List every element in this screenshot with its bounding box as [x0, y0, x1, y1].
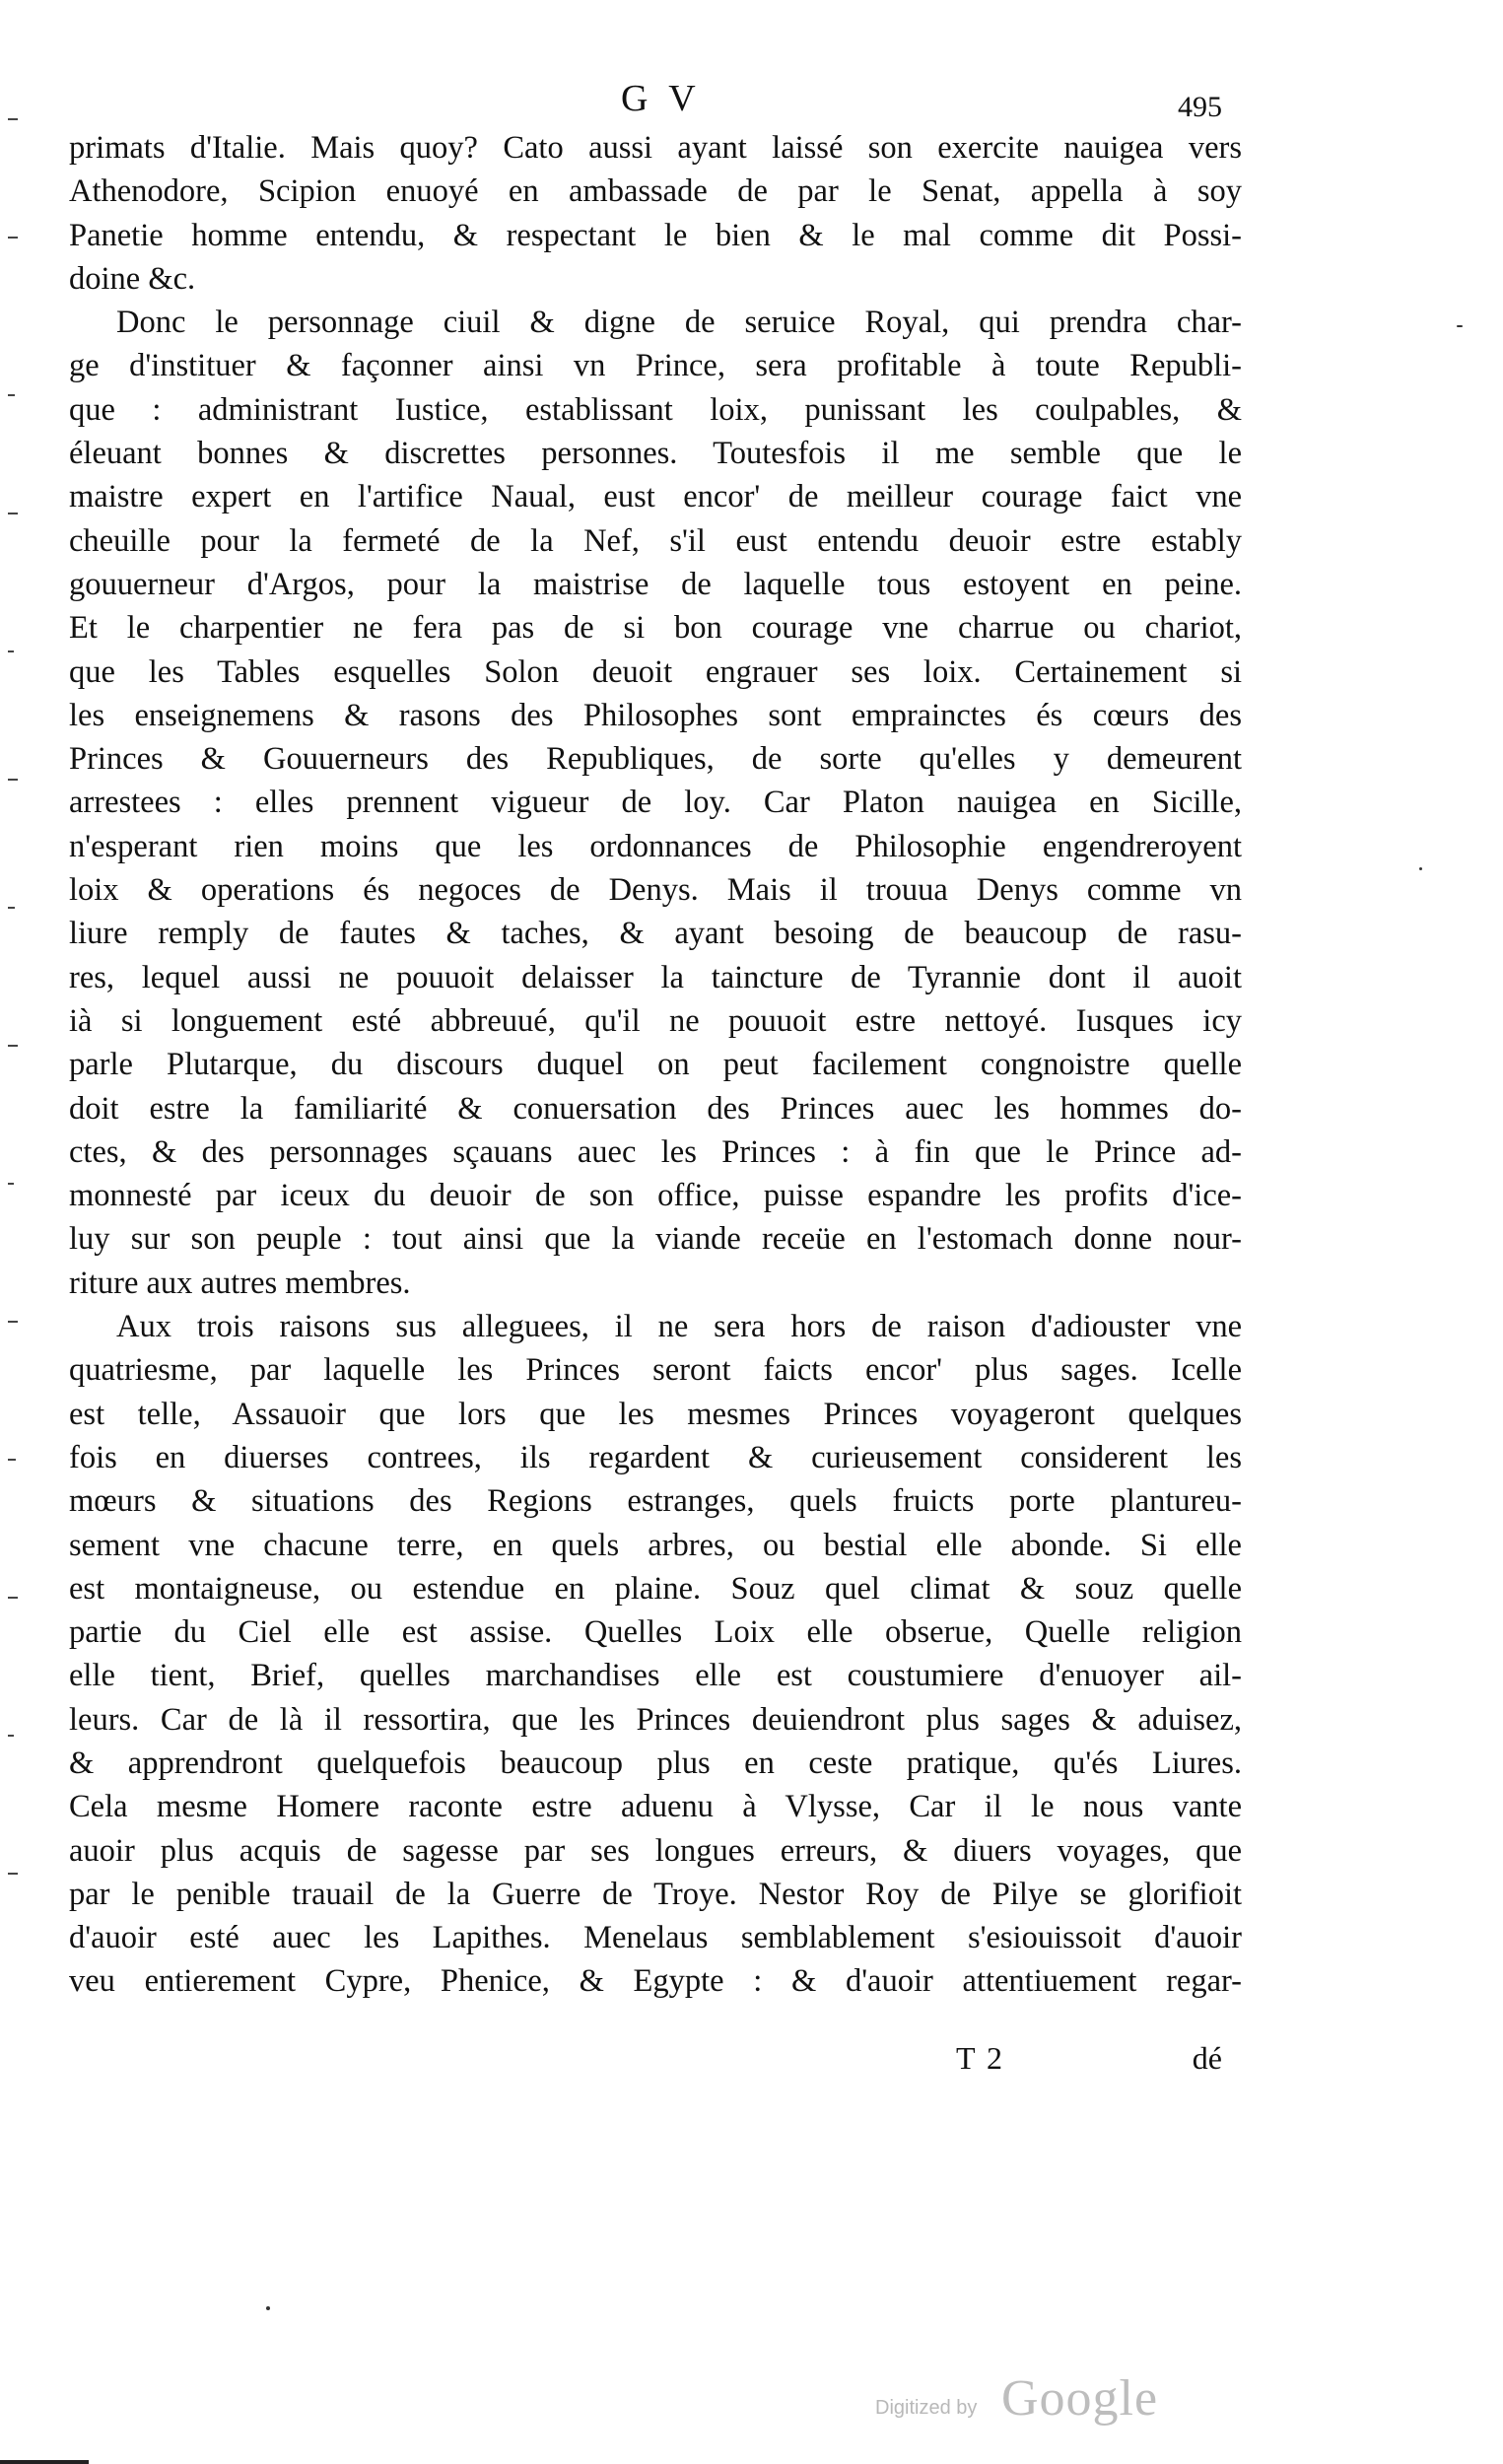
- page-header: [69, 67, 1222, 126]
- text-line: sement vne chacune terre, en quels arbres, ou bestial elle abonde. Si elle: [69, 1527, 1242, 1563]
- text-line: arrestees : elles prennent vigueur de loy. Car Platon nauigea en Sicille,: [69, 785, 1242, 821]
- running-head: G V: [621, 78, 702, 119]
- catchword: dé: [1192, 2040, 1222, 2076]
- text-line: les enseignemens & rasons des Philosophes sont emprainctes és cœurs des: [69, 697, 1242, 733]
- scan-edge-line: [0, 2460, 89, 2464]
- ink-speck: [266, 2306, 270, 2310]
- text-line: & apprendront quelquefois beaucoup plus en ceste pratique, qu'és Liures.: [69, 1745, 1242, 1781]
- text-line: res, lequel aussi ne pouuoit delaisser la taincture de Tyrannie dont il auoit: [69, 959, 1242, 995]
- text-line: ge d'instituer & façonner ainsi vn Prince, sera profitable à toute Republi-: [69, 348, 1242, 384]
- text-line: elle tient, Brief, quelles marchandises elle est coustumiere d'enuoyer ail-: [69, 1658, 1242, 1694]
- text-line: auoir plus acquis de sagesse par ses longues erreurs, & diuers voyages, que: [69, 1832, 1242, 1869]
- digitized-by-text: Digitized by: [875, 2397, 978, 2419]
- ink-speck: [1457, 325, 1463, 327]
- text-line: Cela mesme Homere raconte estre aduenu à Vlysse, Car il le nous vante: [69, 1789, 1242, 1825]
- text-line: Princes & Gouuerneurs des Republiques, de sorte qu'elles y demeurent: [69, 741, 1242, 778]
- ink-speck: [1419, 867, 1422, 870]
- text-line: veu entierement Cypre, Phenice, & Egypte : & d'auoir attentiuement regar-: [69, 1963, 1242, 2000]
- text-line: primats d'Italie. Mais quoy? Cato aussi ayant laissé son exercite nauigea vers: [69, 130, 1242, 166]
- text-line: que les Tables esquelles Solon deuoit engrauer ses loix. Certainement si: [69, 653, 1242, 690]
- text-line: Aux trois raisons sus alleguees, il ne sera hors de raison d'adiouster vne: [116, 1309, 1242, 1345]
- text-line: doine &c.: [69, 260, 196, 297]
- text-line: leurs. Car de là il ressortira, que les Princes deuiendront plus sages & aduisez,: [69, 1701, 1242, 1738]
- text-line: quatriesme, par laquelle les Princes seront faicts encor' plus sages. Icelle: [69, 1352, 1242, 1389]
- page-footer: [69, 2040, 1222, 2084]
- text-line: Panetie homme entendu, & respectant le bien & le mal comme dit Possi-: [69, 217, 1242, 253]
- text-line: parle Plutarque, du discours duquel on peut facilement congnoistre quelle: [69, 1047, 1242, 1083]
- text-line: par le penible trauail de la Guerre de Troye. Nestor Roy de Pilye se glorifioit: [69, 1876, 1242, 1912]
- text-line: maistre expert en l'artifice Naual, eust encor' de meilleur courage faict vne: [69, 479, 1242, 515]
- text-line: que : administrant Iustice, establissant loix, punissant les coulpables, &: [69, 391, 1242, 428]
- text-line: éleuant bonnes & discrettes personnes. Toutesfois il me semble que le: [69, 436, 1242, 472]
- text-line: luy sur son peuple : tout ainsi que la viande receüe en l'estomach donne nour-: [69, 1221, 1242, 1258]
- text-line: Et le charpentier ne fera pas de si bon courage vne charrue ou chariot,: [69, 610, 1242, 647]
- text-line: ctes, & des personnages sçauans auec les Princes : à fin que le Prince ad-: [69, 1133, 1242, 1170]
- text-line: est montaigneuse, ou estendue en plaine. Souz quel climat & souz quelle: [69, 1570, 1242, 1607]
- text-line: doit estre la familiarité & conuersation des Princes auec les hommes do-: [69, 1090, 1242, 1127]
- text-line: cheuille pour la fermeté de la Nef, s'il eust entendu deuoir estre estably: [69, 522, 1242, 559]
- text-line: partie du Ciel elle est assise. Quelles Loix elle obserue, Quelle religion: [69, 1614, 1242, 1651]
- google-logo: Google: [1001, 2370, 1159, 2427]
- text-line: est telle, Assauoir que lors que les mesmes Princes voyageront quelques: [69, 1396, 1242, 1432]
- gutter-scan-marks: [0, 99, 26, 1971]
- text-line: loix & operations és negoces de Denys. Mais il trouua Denys comme vn: [69, 872, 1242, 909]
- text-line: ià si longuement esté abbreuué, qu'il ne pouuoit estre nettoyé. Iusques icy: [69, 1002, 1242, 1039]
- signature-mark: T 2: [956, 2040, 1004, 2076]
- text-line: Athenodore, Scipion enuoyé en ambassade de par le Senat, appella à soy: [69, 173, 1242, 210]
- body-text: [69, 126, 1242, 2004]
- page-number: 495: [1178, 91, 1222, 123]
- text-line: gouuerneur d'Argos, pour la maistrise de laquelle tous estoyent en peine.: [69, 566, 1242, 602]
- text-line: Donc le personnage ciuil & digne de seruice Royal, qui prendra char-: [116, 305, 1242, 341]
- text-line: monnesté par iceux du deuoir de son office, puisse espandre les profits d'ice-: [69, 1178, 1242, 1214]
- text-line: fois en diuerses contrees, ils regardent & curieusement considerent les: [69, 1439, 1242, 1475]
- text-line: mœurs & situations des Regions estranges, quels fruicts porte plantureu-: [69, 1483, 1242, 1520]
- text-line: liure remply de fautes & taches, & ayant besoing de beaucoup de rasu-: [69, 916, 1242, 952]
- text-line: n'esperant rien moins que les ordonnances de Philosophie engendreroyent: [69, 828, 1242, 864]
- text-line: d'auoir esté auec les Lapithes. Menelaus semblablement s'esiouissoit d'auoir: [69, 1920, 1242, 1956]
- text-line: riture aux autres membres.: [69, 1265, 411, 1301]
